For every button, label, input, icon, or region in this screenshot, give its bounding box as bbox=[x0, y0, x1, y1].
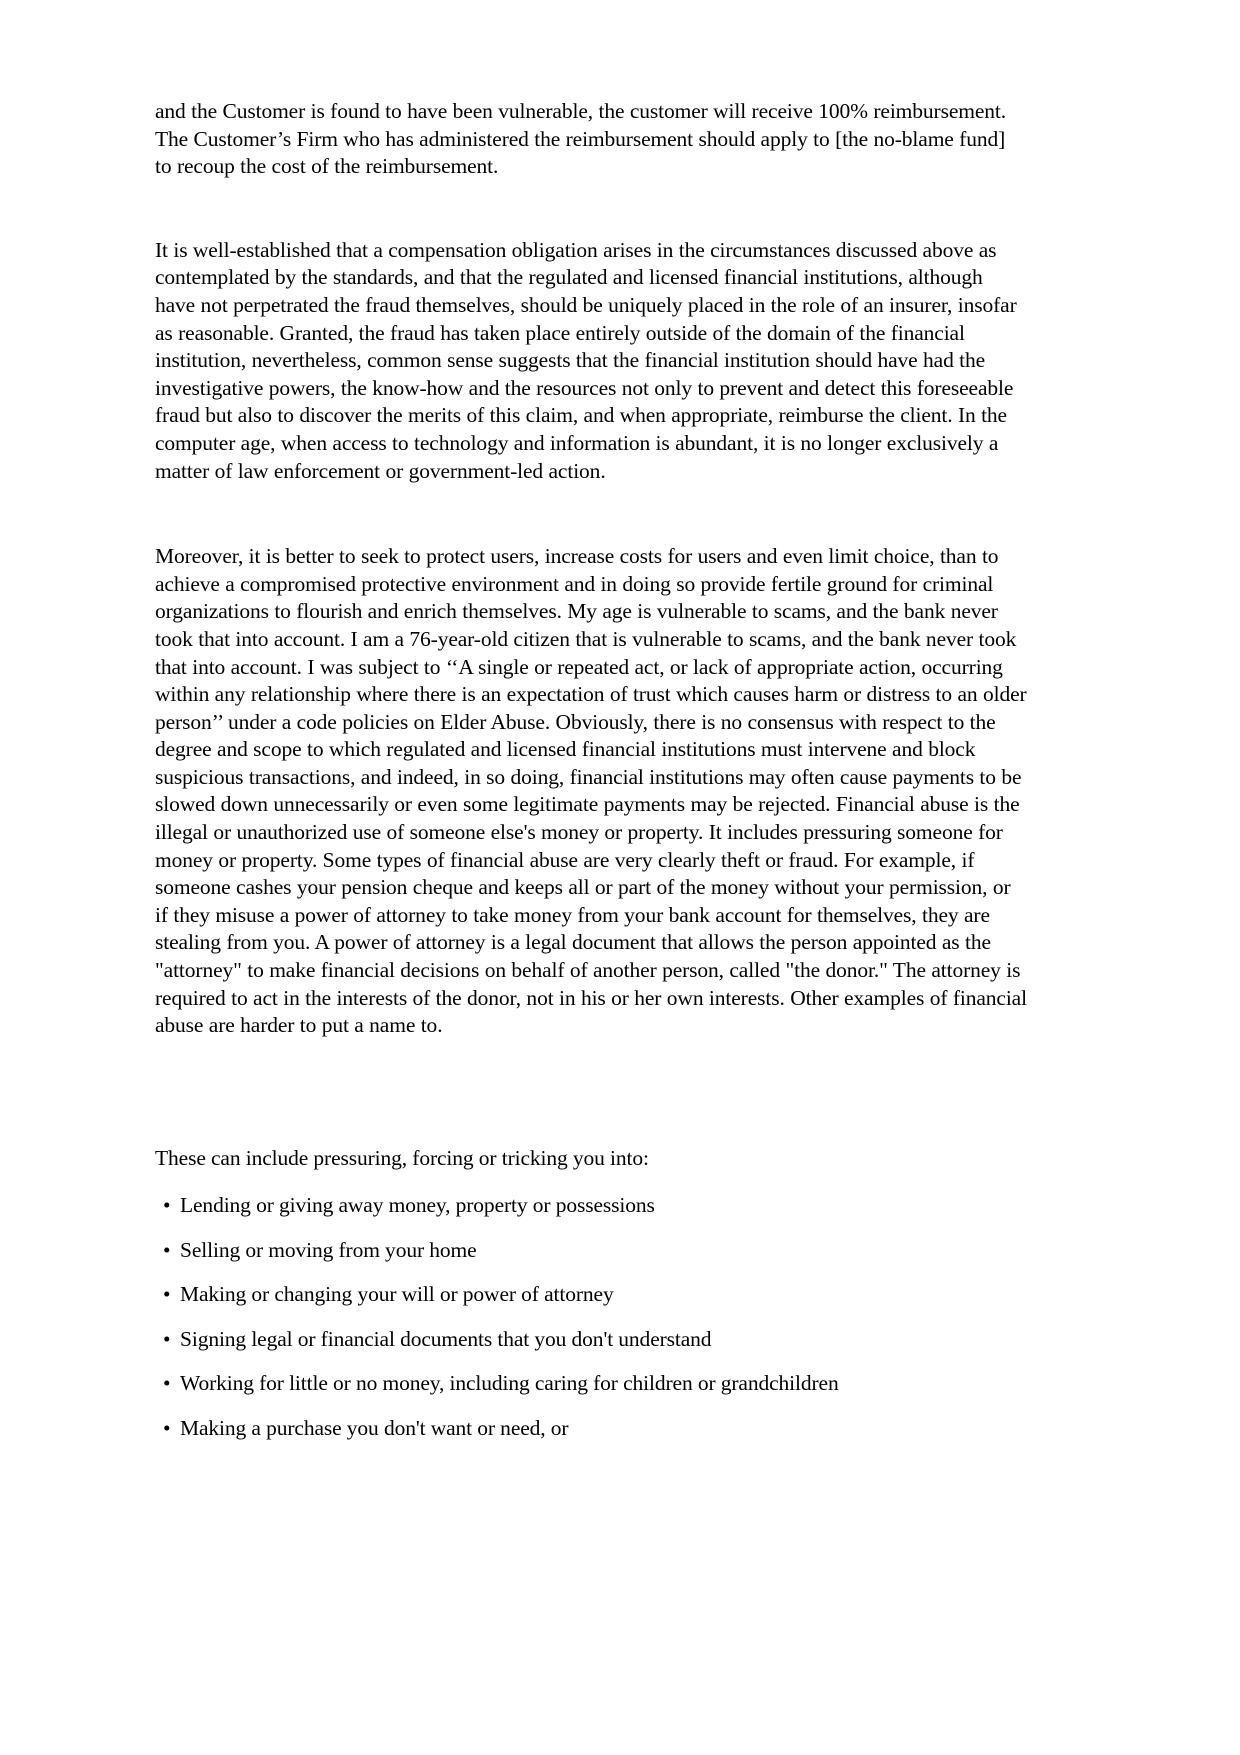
paragraph-spacer bbox=[155, 485, 1027, 543]
list-item-label: Working for little or no money, including caring for children or grandchildren bbox=[180, 1371, 839, 1396]
list-lead-in: These can include pressuring, forcing or tricking you into: bbox=[155, 1146, 649, 1171]
abuse-examples-list bbox=[155, 1192, 1027, 1443]
paragraph-3: Moreover, it is better to seek to protect users, increase costs for users and even limit choice, than to achieve a compromised protective environment and in doing so provide fertile ground for criminal organizations to flourish and enrich themselves. My age is vulnerable to scams, and the bank never took that into account. I am a 76-year-old citizen that is vulnerable to scams, and the bank never took that into account. I was subject to ‘‘A single or repeated act, or lack of appropriate action, occurring within any relationship where there is an expectation of trust which causes harm or distress to an older person’’ under a code policies on Elder Abuse. Obviously, there is no consensus with respect to the degree and scope to which regulated and licensed financial institutions must intervene and block suspicious transactions, and indeed, in so doing, financial institutions may often cause payments to be slowed down unnecessarily or even some legitimate payments may be rejected. Financial abuse is the illegal or unauthorized use of someone else's money or property. It includes pressuring someone for money or property. Some types of financial abuse are very clearly theft or fraud. For example, if someone cashes your pension cheque and keeps all or part of the money without your permission, or if they misuse a power of attorney to take money from your bank account for themselves, they are stealing from you. A power of attorney is a legal document that allows the person appointed as the "attorney" to make financial decisions on behalf of another person, called "the donor." The attorney is required to act in the interests of the donor, not in his or her own interests. Other examples of financial abuse are harder to put a name to. bbox=[155, 544, 1027, 1038]
list-item bbox=[155, 1370, 1027, 1398]
list-item bbox=[155, 1192, 1027, 1220]
bullet-icon: • bbox=[163, 1192, 171, 1217]
list-item-label: Lending or giving away money, property or possessions bbox=[180, 1192, 655, 1217]
bullet-icon: • bbox=[163, 1371, 171, 1396]
paragraph-1: and the Customer is found to have been vulnerable, the customer will receive 100% reimbursement. The Customer’s Firm who has administered the reimbursement should apply to [the no-blame fund] to recoup the cost of the reimbursement. bbox=[155, 99, 1007, 179]
paragraph-spacer bbox=[155, 181, 1027, 237]
list-item bbox=[155, 1281, 1027, 1309]
list-spacer bbox=[155, 1040, 1027, 1124]
list-item-label: Signing legal or financial documents that you don't understand bbox=[180, 1326, 712, 1351]
bullet-icon: • bbox=[163, 1415, 171, 1440]
list-item bbox=[155, 1237, 1027, 1265]
bullet-icon: • bbox=[163, 1326, 171, 1351]
bullet-icon: • bbox=[163, 1282, 171, 1307]
bullet-icon: • bbox=[163, 1237, 171, 1262]
list-item-label: Selling or moving from your home bbox=[180, 1237, 477, 1262]
list-item bbox=[155, 1415, 1027, 1443]
list-item-label: Making or changing your will or power of attorney bbox=[180, 1282, 614, 1307]
document-body bbox=[155, 98, 1027, 1459]
list-item-label: Making a purchase you don't want or need, or bbox=[180, 1415, 569, 1440]
paragraph-2: It is well-established that a compensation obligation arises in the circumstances discussed above as contemplated by the standards, and that the regulated and licensed financial institutions, although have not perpetrated the fraud themselves, should be uniquely placed in the role of an insurer, insofar as reasonable. Granted, the fraud has taken place entirely outside of the domain of the financial institution, nevertheless, common sense suggests that the financial institution should have had the investigative powers, the know-how and the resources not only to prevent and detect this foreseeable fraud but also to discover the merits of this claim, and when appropriate, reimburse the client. In the computer age, when access to technology and information is abundant, it is no longer exclusively a matter of law enforcement or government-led action. bbox=[155, 237, 1017, 483]
list-item bbox=[155, 1326, 1027, 1354]
